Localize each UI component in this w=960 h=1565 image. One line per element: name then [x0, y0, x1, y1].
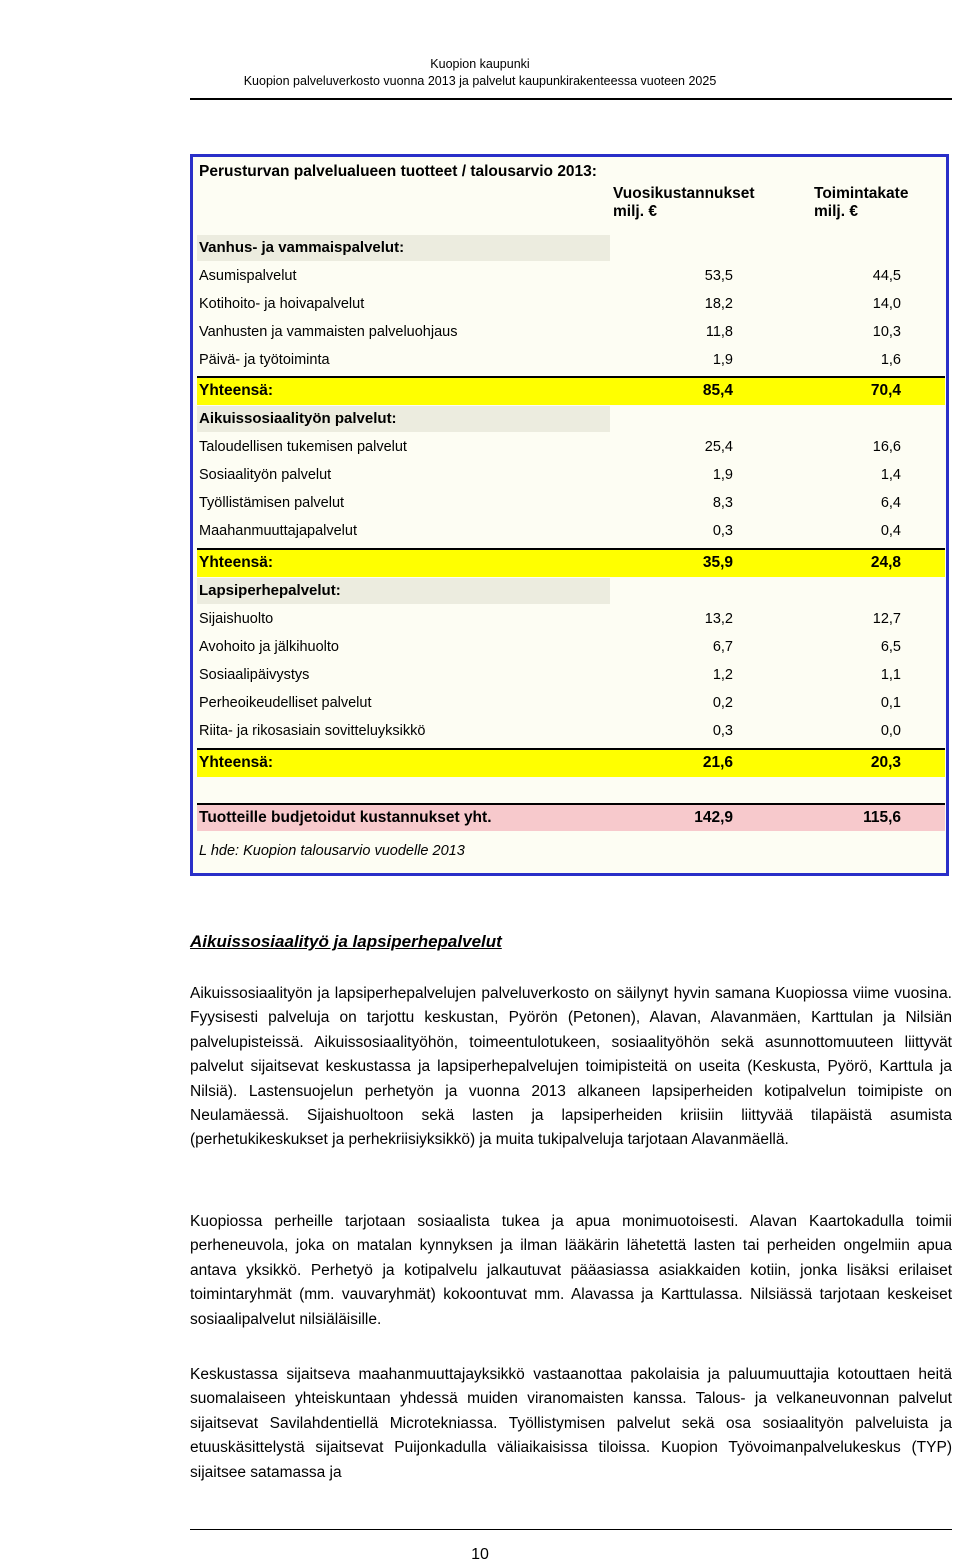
- grand-total-row: Tuotteille budjetoidut kustannukset yht. 142,9 115,6: [197, 803, 945, 831]
- table-title: Perusturvan palvelualueen tuotteet / talousarvio 2013:: [199, 163, 597, 180]
- section-header: Lapsiperhepalvelut:: [197, 578, 610, 604]
- section-total-row: Yhteensä: 35,9 24,8: [197, 548, 945, 577]
- col-header-operating-margin: Toimintakate milj. €: [814, 185, 909, 220]
- section-total-row: Yhteensä: 21,6 20,3: [197, 748, 945, 777]
- source-note: L hde: Kuopion talousarvio vuodelle 2013: [199, 843, 465, 859]
- header-doc-title: Kuopion palveluverkosto vuonna 2013 ja palvelut kaupunkirakenteessa vuoteen 2025: [243, 74, 717, 88]
- budget-table: Perusturvan palvelualueen tuotteet / talousarvio 2013: Vuosikustannukset milj. € Toimintakate milj. € Vanhus- ja vammaispalvelut: Asumispalvelut 53,5 44,5 Kotihoito- ja hoivapalvelut 18,2 14,0 Vanhusten ja vammaisten palveluohjaus 11,8 10,3 Päivä- ja työtoiminta 1,9 1,6 Yhteensä: 85,4 70,4 Aikuissosiaalityön palvelut: Taloudellisen tukemisen palvelut 25,4 16,6 Sosiaalityön palvelut 1,9 1,4 Työllistämisen palvelut 8,3 6,4 Maahanmuuttajapalvelut 0,3 0,4 Yhteensä: 35,9 24,8 Lapsiperhepalvelut: Sijaishuolto 13,2 12,7 Avohoito ja jälkihuolto 6,7 6,5 Sosiaalipäivystys 1,2 1,1 Perheoikeudelliset palvelut 0,2 0,1 Riita- ja rikosasiain sovitteluyksikkö 0,3 0,0 Yhteensä: 21,6 20,3 Tuotteille budjetoidut kustannukset yht. 142,9 115,6 L hde: Kuopion talousarvio vuodelle 2013: [190, 154, 949, 876]
- body-paragraph: Kuopiossa perheille tarjotaan sosiaalista tukea ja apua monimuotoisesti. Alavan Kaartokadulla toimii perheneuvola, joka on matalan kynnyksen ja ilman lääkärin lähetettä lasten tai perheiden ongelmiin apua antava yksikkö. Perhetyö ja kotipalvelu jalkautuvat pääasiassa asiakkaiden kotiin, jonka lisäksi erilaiset toimintaryhmät (mm. vauvaryhmät) kokoontuvat mm. Alavassa ja Karttulassa. Nilsiässä tarjotaan keskeiset sosiaalipalvelut nilsiäläisille.: [190, 1213, 952, 1328]
- section-total-row: Yhteensä: 85,4 70,4: [197, 376, 945, 405]
- page-header: [0, 56, 960, 90]
- section-header: Aikuissosiaalityön palvelut:: [197, 406, 610, 432]
- header-org: Kuopion kaupunki: [430, 57, 530, 71]
- section-header: Vanhus- ja vammaispalvelut:: [197, 235, 610, 261]
- footer-divider: [190, 1529, 952, 1530]
- page-number: 10: [471, 1546, 489, 1563]
- body-paragraph: Aikuissosiaalityön ja lapsiperhepalvelujen palveluverkosto on säilynyt hyvin samana Kuopiossa viime vuosina. Fyysisesti palveluja on tarjottu keskustan, Pyörön (Petonen), Alavan, Alavanmäen, Karttulan ja Nilsiän palvelupisteissä. Aikuissosiaalityöhön, toimeentulotukeen, sosiaalityöhön sekä asunnottomuuteen liittyvät palvelut sijaitsevat keskustassa ja lapsiperhepalvelujen toimipisteitä on useita (Keskusta, Pyörö, Karttula ja Nilsiä). Lastensuojelun perhetyön ja vuonna 2013 alkaneen lapsiperheiden kotipalvelun toimipiste on Neulamäessä. Sijaishuoltoon sekä lasten ja lapsiperheiden kriisiin liittyvää tilapäistä asumista (perhetukikeskukset ja perhekriisiyksikkö) ja muita tukipalveluja tarjotaan Alavanmäellä.: [190, 985, 952, 1149]
- section-title: Aikuissosiaalityö ja lapsiperhepalvelut: [190, 932, 502, 951]
- header-divider: [190, 98, 952, 100]
- col-header-costs: Vuosikustannukset milj. €: [613, 185, 755, 220]
- body-paragraph: Keskustassa sijaitseva maahanmuuttajayksikkö vastaanottaa pakolaisia ja paluumuuttajia kotouttaen heitä suomalaiseen yhteiskuntaan yhdessä muiden viranomaisten kanssa. Talous- ja velkaneuvonnan palvelut sijaitsevat Savilahdentiellä Microtekniassa. Työllistymisen palvelut sekä osa sosiaalityön palveluista ja etuuskäsittelystä sijaitsevat Puijonkadulla väliaikaisissa tiloissa. Kuopion Työvoimanpalvelukeskus (TYP) sijaitsee satamassa ja: [190, 1366, 952, 1481]
